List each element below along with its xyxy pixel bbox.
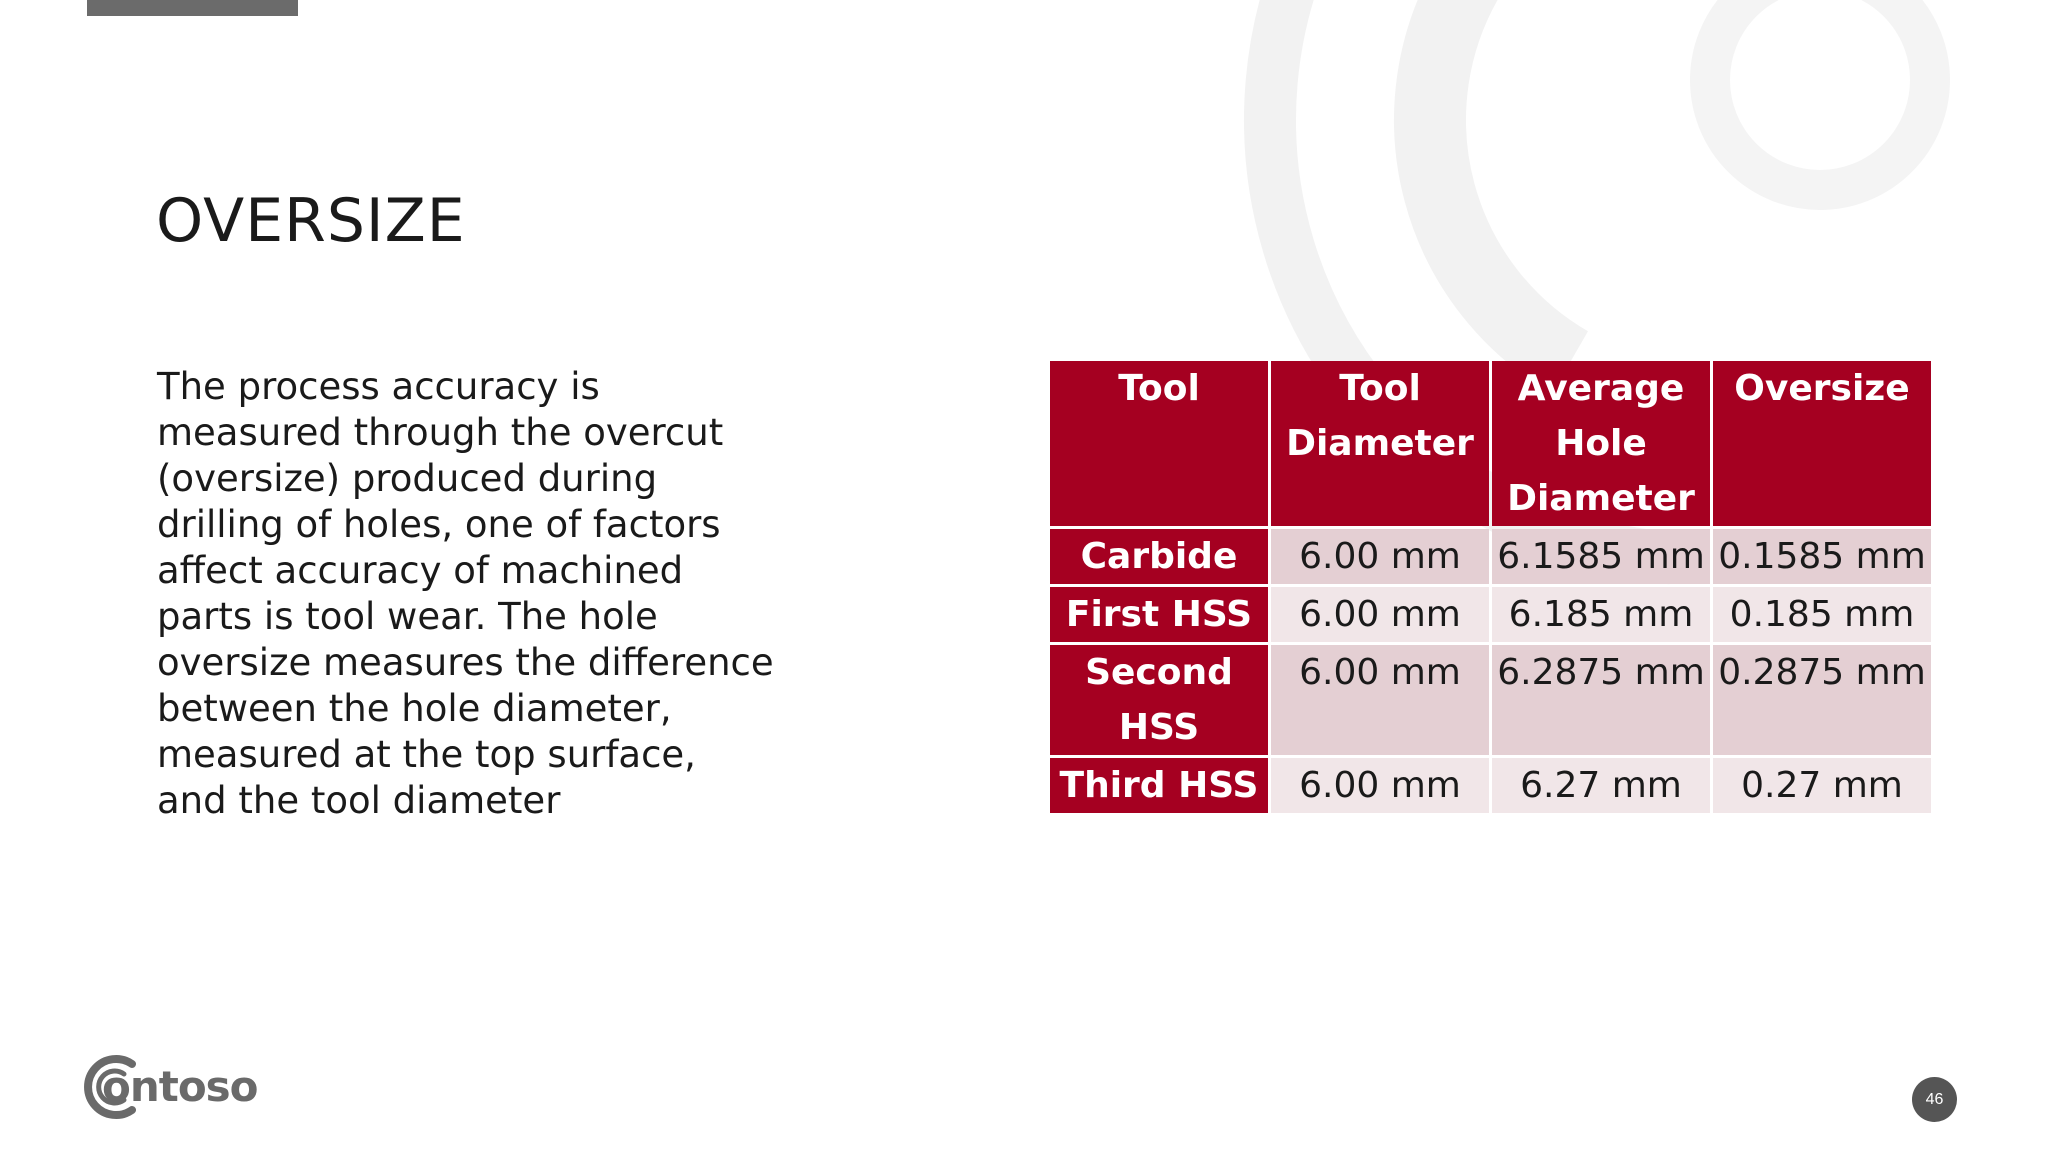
row-tool-name: First HSS <box>1050 587 1268 642</box>
row-tool-name: Carbide <box>1050 529 1268 584</box>
tool-diameter-cell: 6.00 mm <box>1271 587 1489 642</box>
contoso-logo-text: ontoso <box>102 1062 258 1111</box>
table-row <box>1050 645 1931 755</box>
table-header-row <box>1050 361 1931 526</box>
header-average-hole-diameter: Average Hole Diameter <box>1492 361 1710 526</box>
header-tool: Tool <box>1050 361 1268 526</box>
oversize-table <box>1047 358 1934 816</box>
oversize-cell: 0.1585 mm <box>1713 529 1931 584</box>
hole-diameter-cell: 6.185 mm <box>1492 587 1710 642</box>
header-oversize: Oversize <box>1713 361 1931 526</box>
table-row <box>1050 587 1931 642</box>
header-tool-diameter: Tool Diameter <box>1271 361 1489 526</box>
top-accent-bar <box>87 0 298 16</box>
row-tool-name: Third HSS <box>1050 758 1268 813</box>
hole-diameter-cell: 6.27 mm <box>1492 758 1710 813</box>
hole-diameter-cell: 6.1585 mm <box>1492 529 1710 584</box>
tool-diameter-cell: 6.00 mm <box>1271 758 1489 813</box>
body-paragraph: The process accuracy is measured through the overcut (oversize) produced during drilling of holes, one of factors affect accuracy of machined parts is tool wear. The hole oversize measures the difference between the hole diameter, measured at the top surface, and the tool diameter <box>157 365 774 822</box>
table-row <box>1050 758 1931 813</box>
row-tool-name <box>1050 645 1268 755</box>
page-number-badge: 46 <box>1912 1077 1957 1122</box>
hole-diameter-cell: 6.2875 mm <box>1492 645 1710 755</box>
tool-diameter-cell: 6.00 mm <box>1271 645 1489 755</box>
oversize-cell: 0.27 mm <box>1713 758 1931 813</box>
slide-title: OVERSIZE <box>156 186 466 256</box>
oversize-cell: 0.185 mm <box>1713 587 1931 642</box>
tool-diameter-cell: 6.00 mm <box>1271 529 1489 584</box>
row-tool-name-text: Second HSS <box>1085 652 1233 748</box>
oversize-cell: 0.2875 mm <box>1713 645 1931 755</box>
table-row <box>1050 529 1931 584</box>
